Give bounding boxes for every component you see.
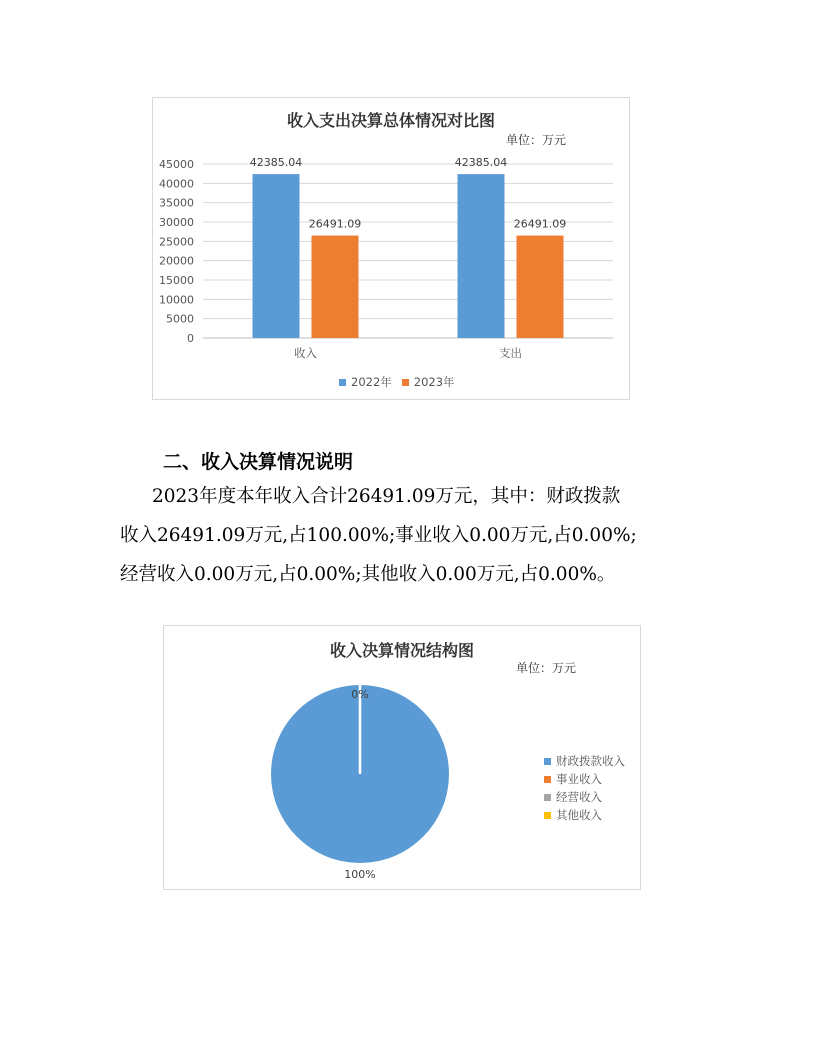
pie-chart-unit: 单位：万元: [516, 661, 577, 675]
section-heading: 二、收入决算情况说明: [163, 451, 354, 473]
legend-item: [544, 770, 625, 788]
bar-data-label: 26491.09: [513, 217, 567, 231]
pie-data-label: 0%: [351, 688, 369, 701]
legend-label: 2023年: [413, 375, 455, 389]
bar-2-2: [517, 236, 564, 338]
legend-swatch: [402, 379, 409, 386]
paragraph-line-2: 收入26491.09万元,占100.00%;事业收入0.00万元,占0.00%;: [120, 525, 637, 546]
legend-item: [402, 373, 455, 391]
legend-label: 经营收入: [556, 790, 602, 804]
x-category-label: 支出: [499, 346, 522, 360]
legend-label: 其他收入: [556, 808, 602, 822]
y-tick-label: 20000: [159, 254, 194, 268]
y-tick-label: 40000: [159, 177, 194, 191]
y-tick-label: 25000: [159, 235, 194, 249]
pie-data-label: 100%: [344, 868, 376, 881]
legend-item: [544, 788, 625, 806]
legend-item: [339, 373, 392, 391]
bar-chart-plot: [153, 98, 629, 399]
bar-data-label: 42385.04: [454, 156, 508, 170]
legend-label: 财政拨款收入: [556, 754, 625, 768]
bar-2-1: [458, 174, 505, 338]
legend-swatch: [544, 812, 551, 819]
bar-chart-legend: [339, 373, 455, 391]
y-tick-label: 35000: [159, 196, 194, 210]
y-tick-label: 0: [187, 332, 194, 345]
paragraph-line-3: 经营收入0.00万元,占0.00%;其他收入0.00万元,占0.00%。: [120, 564, 616, 585]
bar-1-1: [253, 174, 300, 338]
y-tick-label: 45000: [159, 158, 194, 171]
legend-label: 事业收入: [556, 772, 602, 786]
bar-chart-title: 收入支出决算总体情况对比图: [286, 111, 495, 130]
legend-swatch: [544, 794, 551, 801]
x-category-label: 收入: [294, 346, 317, 360]
legend-item: [544, 806, 625, 824]
y-tick-label: 15000: [159, 274, 194, 287]
legend-swatch: [544, 776, 551, 783]
y-tick-label: 30000: [159, 216, 194, 229]
bar-data-label: 26491.09: [308, 217, 362, 231]
legend-label: 2022年: [351, 375, 392, 389]
bar-chart: [152, 97, 630, 400]
bar-data-label: 42385.04: [249, 156, 303, 170]
bar-1-2: [312, 236, 359, 338]
pie-chart: [163, 625, 641, 890]
y-tick-label: 5000: [166, 312, 194, 326]
bar-chart-unit: 单位：万元: [506, 133, 567, 147]
y-tick-label: 10000: [159, 293, 194, 307]
legend-item: [544, 752, 625, 770]
paragraph-line-1: 2023年度本年收入合计26491.09万元，其中：财政拨款: [152, 486, 621, 507]
pie-chart-title: 收入决算情况结构图: [329, 641, 474, 660]
legend-swatch: [544, 758, 551, 765]
pie-chart-legend: [544, 752, 625, 824]
legend-swatch: [339, 379, 346, 386]
